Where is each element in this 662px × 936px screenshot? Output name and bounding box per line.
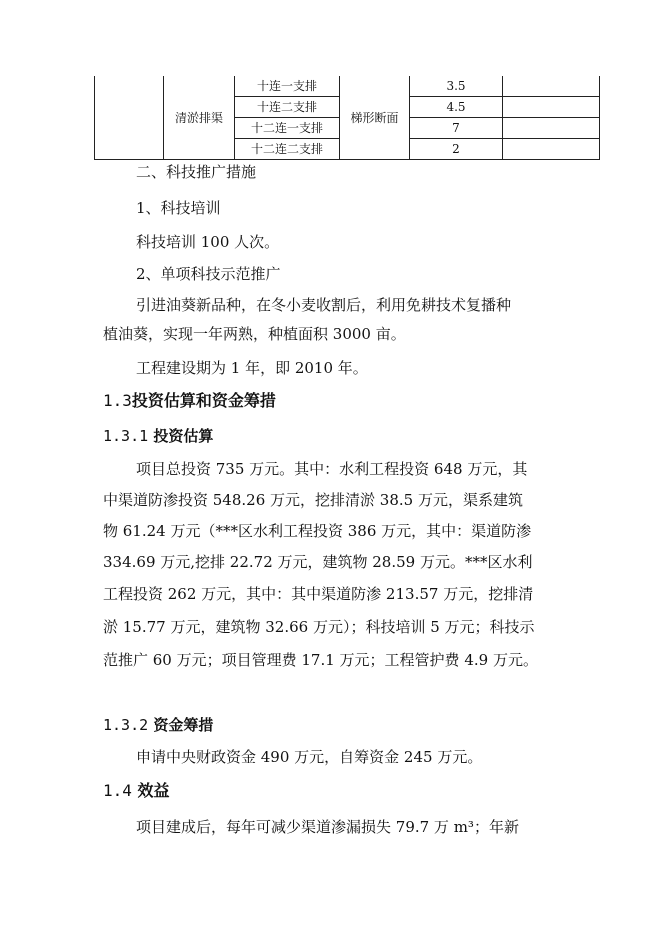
value-cell: 3.5 (410, 76, 503, 97)
heading-1-4-number: 1.4 (103, 781, 132, 800)
blank-cell (503, 76, 600, 97)
investment-line-4: 334.69 万元,挖排 22.72 万元，建筑物 28.59 万元。***区水利 (103, 553, 533, 571)
item-1-title: 1、科技培训 (136, 199, 221, 217)
works-table (94, 76, 600, 160)
category-cell: 清淤排渠 (164, 76, 235, 160)
item-1-text: 科技培训 100 人次。 (136, 233, 280, 251)
investment-line-5: 工程投资 262 万元，其中：其中渠道防渗 213.57 万元，挖排清 (103, 585, 534, 603)
investment-line-6: 淤 15.77 万元，建筑物 32.66 万元）；科技培训 5 万元；科技示 (103, 618, 535, 636)
investment-line-2: 中渠道防渗投资 548.26 万元，挖排清淤 38.5 万元，渠系建筑 (103, 491, 523, 509)
channel-name-cell: 十二连一支排 (235, 118, 340, 139)
heading-1-3-number: 1.3 (103, 391, 132, 410)
channel-name-cell: 十连一支排 (235, 76, 340, 97)
heading-1-4 (103, 780, 170, 802)
item-2-text-line-2: 植油葵，实现一年两熟，种植面积 3000 亩。 (103, 325, 406, 343)
investment-line-7: 范推广 60 万元；项目管理费 17.1 万元；工程管护费 4.9 万元。 (103, 651, 538, 669)
heading-1-4-title: 效益 (137, 781, 170, 800)
channel-name-cell: 十连二支排 (235, 97, 340, 118)
value-cell: 7 (410, 118, 503, 139)
section-2-title: 二、科技推广措施 (136, 163, 257, 181)
investment-line-3: 物 61.24 万元（***区水利工程投资 386 万元，其中：渠道防渗 (103, 522, 532, 540)
funding-text: 申请中央财政资金 490 万元，自筹资金 245 万元。 (136, 748, 483, 766)
value-cell: 4.5 (410, 97, 503, 118)
section-type-cell: 梯形断面 (340, 76, 410, 160)
construction-period: 工程建设期为 1 年，即 2010 年。 (136, 359, 368, 377)
heading-1-3-1-number: 1.3.1 (103, 427, 149, 445)
blank-cell (95, 76, 164, 160)
heading-1-3-2-title: 资金筹措 (153, 716, 214, 734)
heading-1-3-2 (103, 715, 213, 735)
blank-cell (503, 118, 600, 139)
heading-1-3-2-number: 1.3.2 (103, 716, 149, 734)
channel-name-cell: 十二连二支排 (235, 139, 340, 160)
heading-1-3-1 (103, 426, 213, 446)
item-2-title: 2、单项科技示范推广 (136, 265, 281, 283)
investment-line-1: 项目总投资 735 万元。其中：水利工程投资 648 万元，其 (136, 460, 528, 478)
benefit-text: 项目建成后，每年可减少渠道渗漏损失 79.7 万 m³；年新 (136, 818, 519, 836)
table-row (95, 76, 600, 97)
blank-cell (503, 97, 600, 118)
item-2-text-line-1: 引进油葵新品种，在冬小麦收割后，利用免耕技术复播种 (136, 296, 512, 314)
heading-1-3-title: 投资估算和资金筹措 (131, 391, 276, 410)
heading-1-3 (103, 390, 276, 412)
blank-cell (503, 139, 600, 160)
heading-1-3-1-title: 投资估算 (153, 427, 214, 445)
value-cell: 2 (410, 139, 503, 160)
